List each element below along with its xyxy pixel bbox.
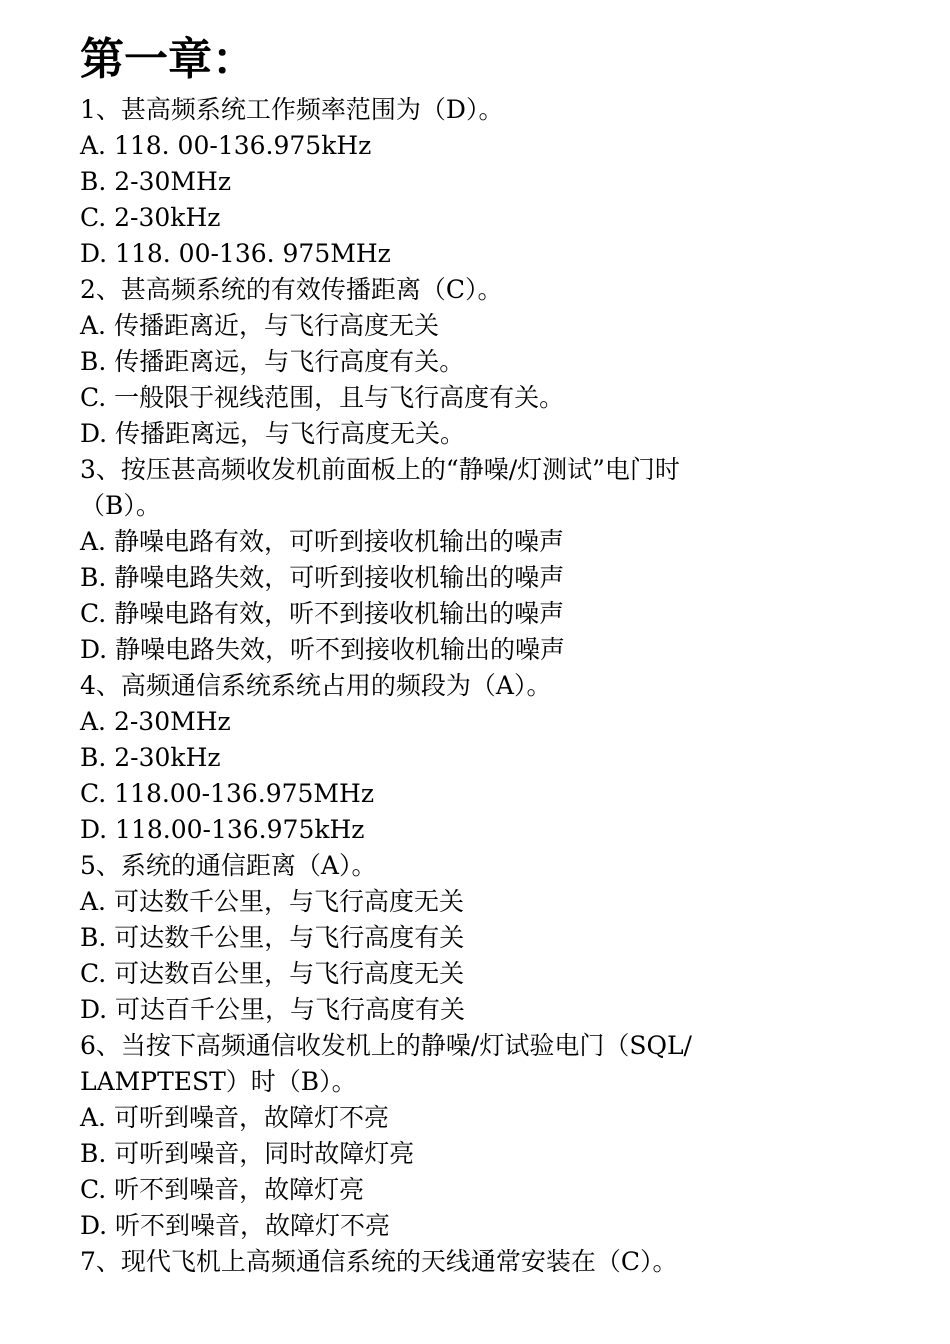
question-1 [80,92,820,272]
question-4 [80,668,820,848]
question-stem-line-2: （B）。 [80,491,161,520]
question-stem: 4、高频通信系统系统占用的频段为（A）。 [80,671,552,700]
option-c: C. 一般限于视线范围，且与飞行高度有关。 [80,383,565,412]
option-d: D. 传播距离远，与飞行高度无关。 [80,419,466,448]
document-page [80,30,820,1280]
option-b: B. 可达数千公里，与飞行高度有关 [80,923,465,952]
question-stem-line-1: 3、按压甚高频收发机前面板上的“静噪/灯测试”电门时 [80,455,680,484]
question-3 [80,452,820,668]
question-stem: 7、现代飞机上高频通信系统的天线通常安装在（C）。 [80,1247,678,1276]
option-d: D. 静噪电路失效，听不到接收机输出的噪声 [80,635,566,664]
option-a: A. 可听到噪音，故障灯不亮 [80,1103,389,1132]
option-a: A. 118. 00-136.975kHz [80,131,372,160]
question-stem: 5、系统的通信距离（A）。 [80,851,377,880]
question-stem-line-1: 6、当按下高频通信收发机上的静噪/灯试验电门（SQL/ [80,1031,692,1060]
question-5 [80,848,820,1028]
option-b: B. 2-30MHz [80,167,232,196]
option-a: A. 可达数千公里，与飞行高度无关 [80,887,464,916]
option-a: A. 2-30MHz [80,707,231,736]
question-6 [80,1028,820,1244]
option-c: C. 静噪电路有效，听不到接收机输出的噪声 [80,599,565,628]
option-d: D. 可达百千公里，与飞行高度有关 [80,995,466,1024]
chapter-title: 第一章： [80,34,256,85]
question-2 [80,272,820,452]
question-stem: 1、甚高频系统工作频率范围为（D）。 [80,95,504,124]
option-c: C. 可达数百公里，与飞行高度无关 [80,959,465,988]
option-b: B. 传播距离远，与飞行高度有关。 [80,347,465,376]
option-d: D. 听不到噪音，故障灯不亮 [80,1211,391,1240]
question-stem-line-2: LAMPTEST）时（B）。 [80,1067,357,1096]
option-b: B. 静噪电路失效，可听到接收机输出的噪声 [80,563,565,592]
option-a: A. 静噪电路有效，可听到接收机输出的噪声 [80,527,564,556]
option-c: C. 2-30kHz [80,203,221,232]
question-stem: 2、甚高频系统的有效传播距离（C）。 [80,275,503,304]
option-d: D. 118. 00-136. 975MHz [80,239,391,268]
option-d: D. 118.00-136.975kHz [80,815,365,844]
option-a: A. 传播距离近，与飞行高度无关 [80,311,439,340]
option-c: C. 118.00-136.975MHz [80,779,375,808]
option-b: B. 可听到噪音，同时故障灯亮 [80,1139,415,1168]
option-b: B. 2-30kHz [80,743,221,772]
option-c: C. 听不到噪音，故障灯亮 [80,1175,365,1204]
question-7 [80,1244,820,1280]
